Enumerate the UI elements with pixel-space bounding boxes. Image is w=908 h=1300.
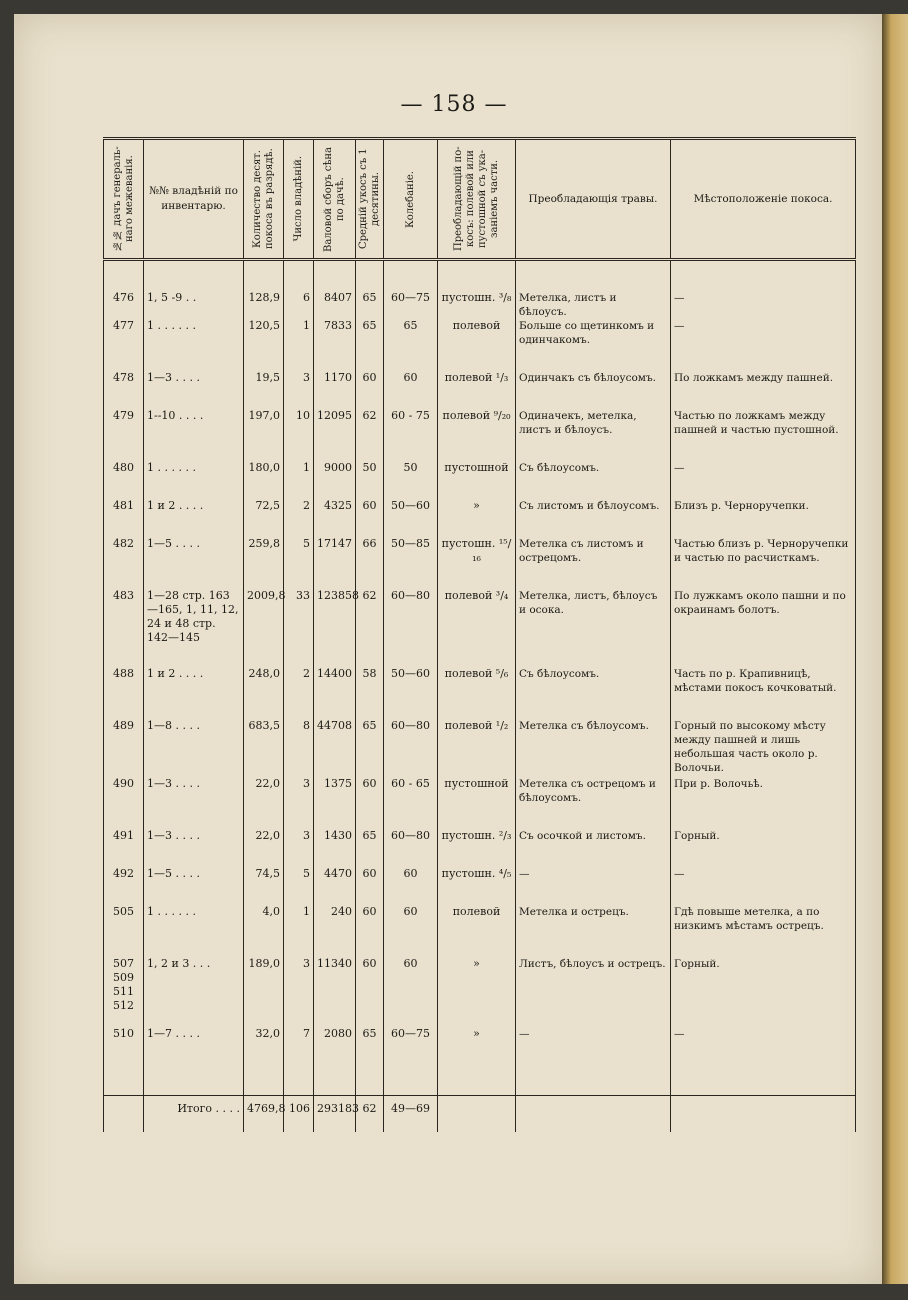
cell-vladenia: 1 . . . . . . [144,319,244,371]
cell-kolebanie: 60—80 [384,829,438,867]
total-pokos-blank [438,1095,516,1132]
cell-vladenia: 1—3 . . . . [144,371,244,409]
table-row [104,905,856,957]
adjacent-page-edge [882,14,908,1284]
table-row [104,667,856,719]
cell-pokos: пустошн. ¹⁵/₁₆ [438,537,516,589]
cell-chislo: 1 [284,905,314,957]
cell-dacha: 488 [104,667,144,719]
table-row [104,1027,856,1095]
table-row [104,499,856,537]
cell-chislo: 33 [284,589,314,667]
cell-pokos: » [438,957,516,1027]
cell-mesto: Часть по р. Крапивницѣ, мѣстами покосъ кочковатый. [671,667,856,719]
col-header-chislo: Число владѣній. [284,139,314,260]
cell-vladenia: 1—8 . . . . [144,719,244,777]
cell-dacha: 491 [104,829,144,867]
cell-sredni: 66 [356,537,384,589]
cell-desyatin: 2009,8 [244,589,284,667]
cell-desyatin: 32,0 [244,1027,284,1095]
total-sredni: 62 [356,1095,384,1132]
cell-valovoi: 240 [314,905,356,957]
cell-travy: Метелка, листъ и бѣлоусъ. [516,260,671,320]
total-label: Итого . . . . [144,1095,244,1132]
cell-pokos: пустошной [438,461,516,499]
cell-valovoi: 2080 [314,1027,356,1095]
cell-desyatin: 74,5 [244,867,284,905]
cell-dacha: 476 [104,260,144,320]
cell-sredni: 65 [356,719,384,777]
cell-sredni: 60 [356,371,384,409]
cell-desyatin: 4,0 [244,905,284,957]
cell-valovoi: 4470 [314,867,356,905]
cell-mesto: Гдѣ повыше метелка, а по низкимъ мѣстамъ острецъ. [671,905,856,957]
total-kolebanie: 49—69 [384,1095,438,1132]
cell-kolebanie: 60—80 [384,719,438,777]
cell-dacha: 482 [104,537,144,589]
cell-dacha: 481 [104,499,144,537]
cell-pokos: пустошн. ⁴/₅ [438,867,516,905]
col-header-kolebanie: Колебаніе. [384,139,438,260]
cell-travy: Съ бѣлоусомъ. [516,461,671,499]
cell-dacha: 507 509 511 512 [104,957,144,1027]
cell-sredni: 50 [356,461,384,499]
cell-desyatin: 180,0 [244,461,284,499]
cell-travy: Метелка съ острецомъ и бѣлоусомъ. [516,777,671,829]
cell-pokos: пустошной [438,777,516,829]
cell-chislo: 8 [284,719,314,777]
cell-sredni: 65 [356,1027,384,1095]
cell-desyatin: 259,8 [244,537,284,589]
total-row [104,1095,856,1132]
cell-pokos: » [438,499,516,537]
cell-travy: Одиначекъ, метелка, листъ и бѣлоусъ. [516,409,671,461]
table-row [104,957,856,1027]
cell-vladenia: 1—28 стр. 163—165, 1, 11, 12, 24 и 48 стр. 142—145 [144,589,244,667]
cell-mesto: — [671,319,856,371]
cell-dacha: 490 [104,777,144,829]
cell-kolebanie: 60 [384,867,438,905]
cell-chislo: 3 [284,777,314,829]
cell-vladenia: 1—7 . . . . [144,1027,244,1095]
cell-dacha: 478 [104,371,144,409]
cell-sredni: 65 [356,319,384,371]
cell-chislo: 10 [284,409,314,461]
cell-valovoi: 14400 [314,667,356,719]
cell-mesto: Горный по высокому мѣсту между пашней и лишь небольшая часть около р. Волочьи. [671,719,856,777]
cell-pokos: полевой [438,319,516,371]
cell-chislo: 3 [284,957,314,1027]
cell-sredni: 60 [356,867,384,905]
col-header-vladenia: №№ владѣній по инвентарю. [144,139,244,260]
cell-dacha: 480 [104,461,144,499]
cell-desyatin: 22,0 [244,829,284,867]
hay-yield-table [103,137,856,1132]
cell-dacha: 483 [104,589,144,667]
cell-chislo: 3 [284,829,314,867]
cell-vladenia: 1—5 . . . . [144,537,244,589]
cell-vladenia: 1 и 2 . . . . [144,499,244,537]
cell-desyatin: 683,5 [244,719,284,777]
cell-desyatin: 120,5 [244,319,284,371]
table-row [104,260,856,320]
cell-chislo: 1 [284,319,314,371]
cell-travy: Метелка съ бѣлоусомъ. [516,719,671,777]
cell-kolebanie: 60 [384,905,438,957]
cell-vladenia: 1--10 . . . . [144,409,244,461]
table-row [104,461,856,499]
cell-vladenia: 1 . . . . . . [144,461,244,499]
cell-sredni: 58 [356,667,384,719]
col-header-sredni: Средній укосъ съ 1 десятины. [356,139,384,260]
cell-valovoi: 8407 [314,260,356,320]
total-valovoi: 293183 [314,1095,356,1132]
cell-mesto: Близъ р. Черноручепки. [671,499,856,537]
cell-dacha: 479 [104,409,144,461]
col-header-dacha: №№ дачъ генераль-наго межеванія. [104,139,144,260]
cell-valovoi: 1170 [314,371,356,409]
cell-kolebanie: 50 [384,461,438,499]
cell-desyatin: 197,0 [244,409,284,461]
table-row [104,409,856,461]
cell-pokos: полевой ¹/₂ [438,719,516,777]
cell-travy: Листъ, бѣлоусъ и острецъ. [516,957,671,1027]
cell-pokos: полевой ¹/₃ [438,371,516,409]
cell-travy: Метелка и острецъ. [516,905,671,957]
total-mesto-blank [671,1095,856,1132]
cell-chislo: 1 [284,461,314,499]
cell-valovoi: 44708 [314,719,356,777]
cell-dacha: 492 [104,867,144,905]
cell-sredni: 60 [356,499,384,537]
cell-kolebanie: 60 - 65 [384,777,438,829]
cell-dacha: 505 [104,905,144,957]
table-row [104,371,856,409]
cell-vladenia: 1 . . . . . . [144,905,244,957]
cell-dacha: 477 [104,319,144,371]
cell-chislo: 2 [284,499,314,537]
cell-mesto: — [671,1027,856,1095]
cell-travy: Одинчакъ съ бѣлоусомъ. [516,371,671,409]
cell-valovoi: 7833 [314,319,356,371]
cell-desyatin: 22,0 [244,777,284,829]
cell-pokos: пустошн. ²/₃ [438,829,516,867]
cell-valovoi: 1430 [314,829,356,867]
page-number: — 158 — [400,92,508,117]
cell-valovoi: 9000 [314,461,356,499]
cell-travy: Больше со щетинкомъ и одинчакомъ. [516,319,671,371]
cell-chislo: 3 [284,371,314,409]
cell-sredni: 65 [356,829,384,867]
cell-vladenia: 1—5 . . . . [144,867,244,905]
col-header-desyatin: Количество десят. покоса въ разрядѣ. [244,139,284,260]
cell-desyatin: 248,0 [244,667,284,719]
total-travy-blank [516,1095,671,1132]
cell-kolebanie: 60—75 [384,260,438,320]
cell-kolebanie: 60—75 [384,1027,438,1095]
table-row [104,719,856,777]
cell-travy: — [516,1027,671,1095]
cell-mesto: По ложкамъ между пашней. [671,371,856,409]
table-row [104,537,856,589]
total-blank [104,1095,144,1132]
cell-chislo: 6 [284,260,314,320]
cell-travy: — [516,867,671,905]
cell-pokos: пустошн. ³/₈ [438,260,516,320]
table-row [104,777,856,829]
cell-dacha: 510 [104,1027,144,1095]
table-row [104,319,856,371]
cell-desyatin: 128,9 [244,260,284,320]
cell-travy: Метелка съ листомъ и острецомъ. [516,537,671,589]
cell-vladenia: 1, 2 и 3 . . . [144,957,244,1027]
table-row [104,589,856,667]
cell-valovoi: 1375 [314,777,356,829]
cell-vladenia: 1—3 . . . . [144,777,244,829]
cell-vladenia: 1 и 2 . . . . [144,667,244,719]
cell-mesto: Горный. [671,957,856,1027]
cell-travy: Съ бѣлоусомъ. [516,667,671,719]
cell-kolebanie: 60 [384,957,438,1027]
cell-kolebanie: 60—80 [384,589,438,667]
cell-travy: Съ осочкой и листомъ. [516,829,671,867]
cell-vladenia: 1—3 . . . . [144,829,244,867]
cell-valovoi: 123858 [314,589,356,667]
cell-mesto: При р. Волочьѣ. [671,777,856,829]
cell-mesto: — [671,461,856,499]
col-header-mesto: Мѣстоположеніе покоса. [671,139,856,260]
cell-kolebanie: 50—60 [384,667,438,719]
cell-sredni: 62 [356,409,384,461]
cell-valovoi: 4325 [314,499,356,537]
cell-kolebanie: 65 [384,319,438,371]
cell-kolebanie: 60 - 75 [384,409,438,461]
col-header-pokos: Преобладающій по-косъ: полевой или пустошной съ ука-заніемъ части. [438,139,516,260]
cell-travy: Съ листомъ и бѣлоусомъ. [516,499,671,537]
cell-valovoi: 11340 [314,957,356,1027]
col-header-travy: Преобладающія травы. [516,139,671,260]
cell-chislo: 5 [284,867,314,905]
cell-desyatin: 19,5 [244,371,284,409]
cell-mesto: — [671,867,856,905]
cell-mesto: Частью близъ р. Черноручепки и частью по расчисткамъ. [671,537,856,589]
cell-pokos: полевой ⁹/₂₀ [438,409,516,461]
total-desyatin: 4769,8 [244,1095,284,1132]
cell-mesto: Горный. [671,829,856,867]
cell-sredni: 65 [356,260,384,320]
header-row [104,139,856,260]
cell-kolebanie: 50—85 [384,537,438,589]
cell-valovoi: 17147 [314,537,356,589]
cell-dacha: 489 [104,719,144,777]
cell-pokos: полевой ³/₄ [438,589,516,667]
table-row [104,829,856,867]
cell-pokos: полевой ⁵/₆ [438,667,516,719]
cell-mesto: По лужкамъ около пашни и по окраинамъ болотъ. [671,589,856,667]
cell-travy: Метелка, листъ, бѣлоусъ и осока. [516,589,671,667]
cell-chislo: 5 [284,537,314,589]
cell-pokos: » [438,1027,516,1095]
cell-desyatin: 189,0 [244,957,284,1027]
cell-desyatin: 72,5 [244,499,284,537]
cell-vladenia: 1, 5 -9 . . [144,260,244,320]
cell-sredni: 60 [356,905,384,957]
cell-sredni: 60 [356,957,384,1027]
cell-mesto: — [671,260,856,320]
cell-kolebanie: 50—60 [384,499,438,537]
cell-kolebanie: 60 [384,371,438,409]
cell-sredni: 60 [356,777,384,829]
cell-valovoi: 12095 [314,409,356,461]
total-chislo: 106 [284,1095,314,1132]
cell-mesto: Частью по ложкамъ между пашней и частью пустошной. [671,409,856,461]
cell-chislo: 2 [284,667,314,719]
cell-pokos: полевой [438,905,516,957]
cell-sredni: 62 [356,589,384,667]
table-row [104,867,856,905]
col-header-valovoi: Валовой сборъ сѣна по дачѣ. [314,139,356,260]
cell-chislo: 7 [284,1027,314,1095]
